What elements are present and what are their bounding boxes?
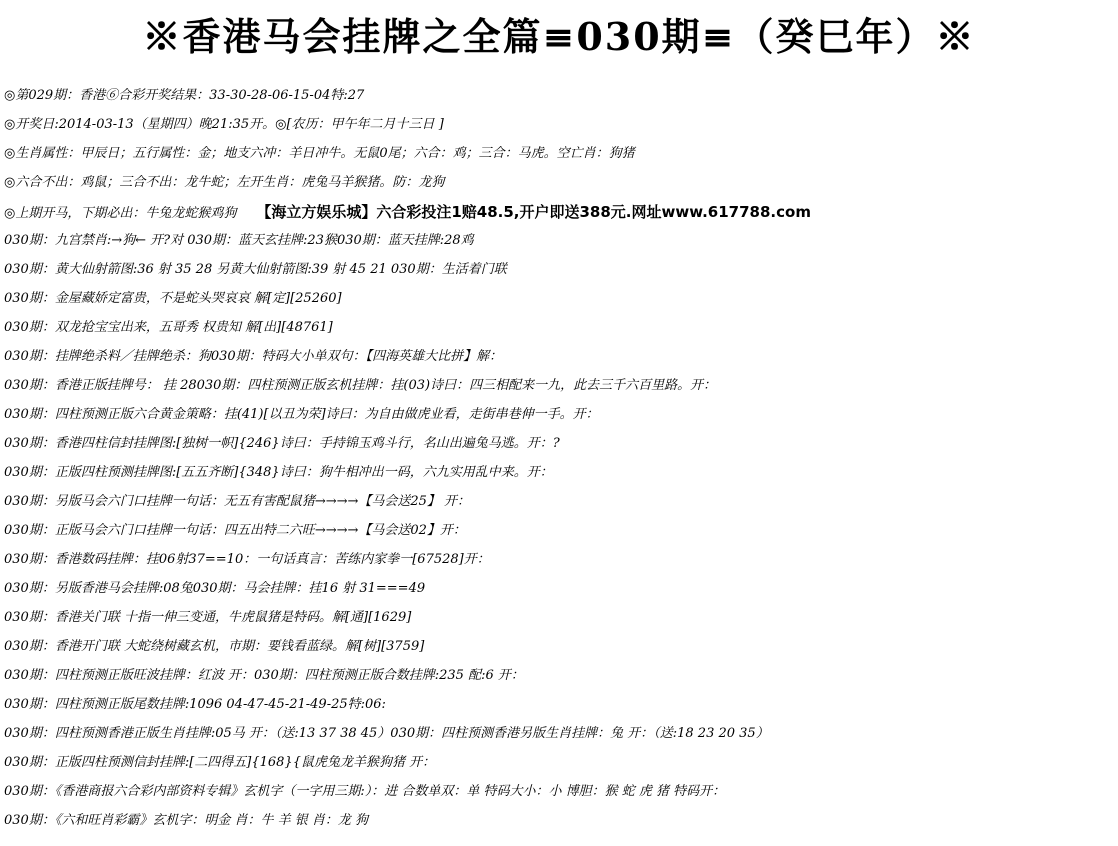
line-text: 030期：四柱预测香港正版生肖挂牌:05马 开：（送:13 37 38 45）030期：四柱预测香港另版生肖挂牌：兔 开：（送:18 23 20 35） [4,726,769,741]
list-item [4,287,1114,316]
list-item [4,490,1114,519]
list-item [4,461,1114,490]
list-item [4,693,1114,722]
line-text: 030期：香港开门联 大蛇绕树藏玄机，市期：要钱看蓝绿。解[树][3759] [4,639,425,654]
list-item [4,577,1114,606]
list-item [4,548,1114,577]
line-text: 030期：四柱预测正版尾数挂牌:1096 04-47-45-21-49-25特:06: [4,697,386,712]
line-text: 030期：挂牌绝杀料／挂牌绝杀：狗030期：特码大小单双句：【四海英雄大比拼】解： [4,349,503,364]
line-text: 030期：九宫禁肖:→狗← 开?对 030期：蓝天玄挂牌:23猴030期：蓝天挂牌:28鸡 [4,233,474,248]
line-text: 030期：双龙抢宝宝出来，五哥秀 权贵知 解[出][48761] [4,320,333,335]
list-item [4,142,1114,171]
page-title: ※香港马会挂牌之全篇≡030期≡（癸巳年）※ [142,14,976,59]
list-item [4,635,1114,664]
line-text: ◎六合不出：鸡鼠；三合不出：龙牛蛇；左开生肖：虎兔马羊猴猪。防：龙狗 [4,175,445,190]
list-item [4,780,1114,809]
list-item [4,664,1114,693]
line-text: 030期：香港数码挂牌：挂06射37==10：一句话真言：苦练内家拳一[67528]开： [4,552,490,567]
line-text: 030期：四柱预测正版六合黄金策略：挂(41)[以丑为荣]诗曰：为自由做虎业看，走街串巷伸一手。开： [4,407,599,422]
line-text: 030期：四柱预测正版旺波挂牌：红波 开：030期：四柱预测正版合数挂牌:235 配:6 开： [4,668,524,683]
line-text: ◎上期开马，下期必出：牛兔龙蛇猴鸡狗 [4,206,237,221]
ad-link[interactable]: 【海立方娱乐城】六合彩投注1赔48.5,开户即送388元.网址www.617788.com [256,203,811,221]
line-text: 030期：另版马会六门口挂牌一句话：无五有害配鼠猪→→→→【马会送25】 开： [4,494,471,509]
list-item [4,113,1114,142]
list-item [4,84,1114,113]
line-text: 030期：香港四柱信封挂牌图:[独树一帜]{246}诗曰：手持锦玉鸡斗行，名山出遍兔马逃。开：? [4,436,560,451]
list-item [4,403,1114,432]
results-list [4,84,1114,838]
list-item [4,258,1114,287]
line-text: 030期：金屋藏娇定富贵，不是蛇头哭哀哀 解[定][25260] [4,291,342,306]
list-item [4,722,1114,751]
list-item [4,751,1114,780]
line-text: ◎开奖日:2014-03-13（星期四）晚21:35开。◎[农历：甲午年二月十三日 ] [4,117,444,132]
line-text: 030期：《香港商报六合彩内部资料专辑》玄机字（一字用三期:）：进 合数单双：单 特码大小：小 博胆：猴 蛇 虎 猪 特码开： [4,784,726,799]
line-text: ◎生肖属性：甲辰日；五行属性：金；地支六冲：羊日冲牛。无鼠0尾；六合：鸡；三合：马虎。空亡肖：狗猪 [4,146,635,161]
list-item [4,809,1114,838]
list-item [4,432,1114,461]
list-item [4,606,1114,635]
line-text: 030期：黄大仙射箭图:36 射 35 28 另黄大仙射箭图:39 射 45 21 030期：生活着门联 [4,262,507,277]
line-text: 030期：正版四柱预测挂牌图:[五五齐断]{348}诗曰：狗牛相冲出一码，六九实用乱中来。开： [4,465,553,480]
line-text: 030期：香港关门联 十指一伸三变通，牛虎鼠猪是特码。解[通][1629] [4,610,412,625]
line-text: 030期：另版香港马会挂牌:08兔030期：马会挂牌：挂16 射 31===49 [4,581,426,596]
list-item [4,374,1114,403]
list-item [4,316,1114,345]
line-text: 030期：正版马会六门口挂牌一句话：四五出特二六旺→→→→【马会送02】开： [4,523,466,538]
list-item [4,200,1114,229]
list-item [4,519,1114,548]
line-text: 030期：香港正版挂牌号： 挂 28030期：四柱预测正版玄机挂牌：挂(03)诗曰：四三相配来一九，此去三千六百里路。开： [4,378,717,393]
line-text: 030期：《六和旺肖彩霸》玄机字：明金 肖：牛 羊 银 肖：龙 狗 [4,813,368,828]
list-item [4,229,1114,258]
list-item [4,345,1114,374]
line-text: 030期：正版四柱预测信封挂牌:[二四得五]{168}{鼠虎兔龙羊猴狗猪 开： [4,755,436,770]
line-text: ◎第029期：香港⑥合彩开奖结果：33-30-28-06-15-04特:27 [4,88,365,103]
list-item [4,171,1114,200]
